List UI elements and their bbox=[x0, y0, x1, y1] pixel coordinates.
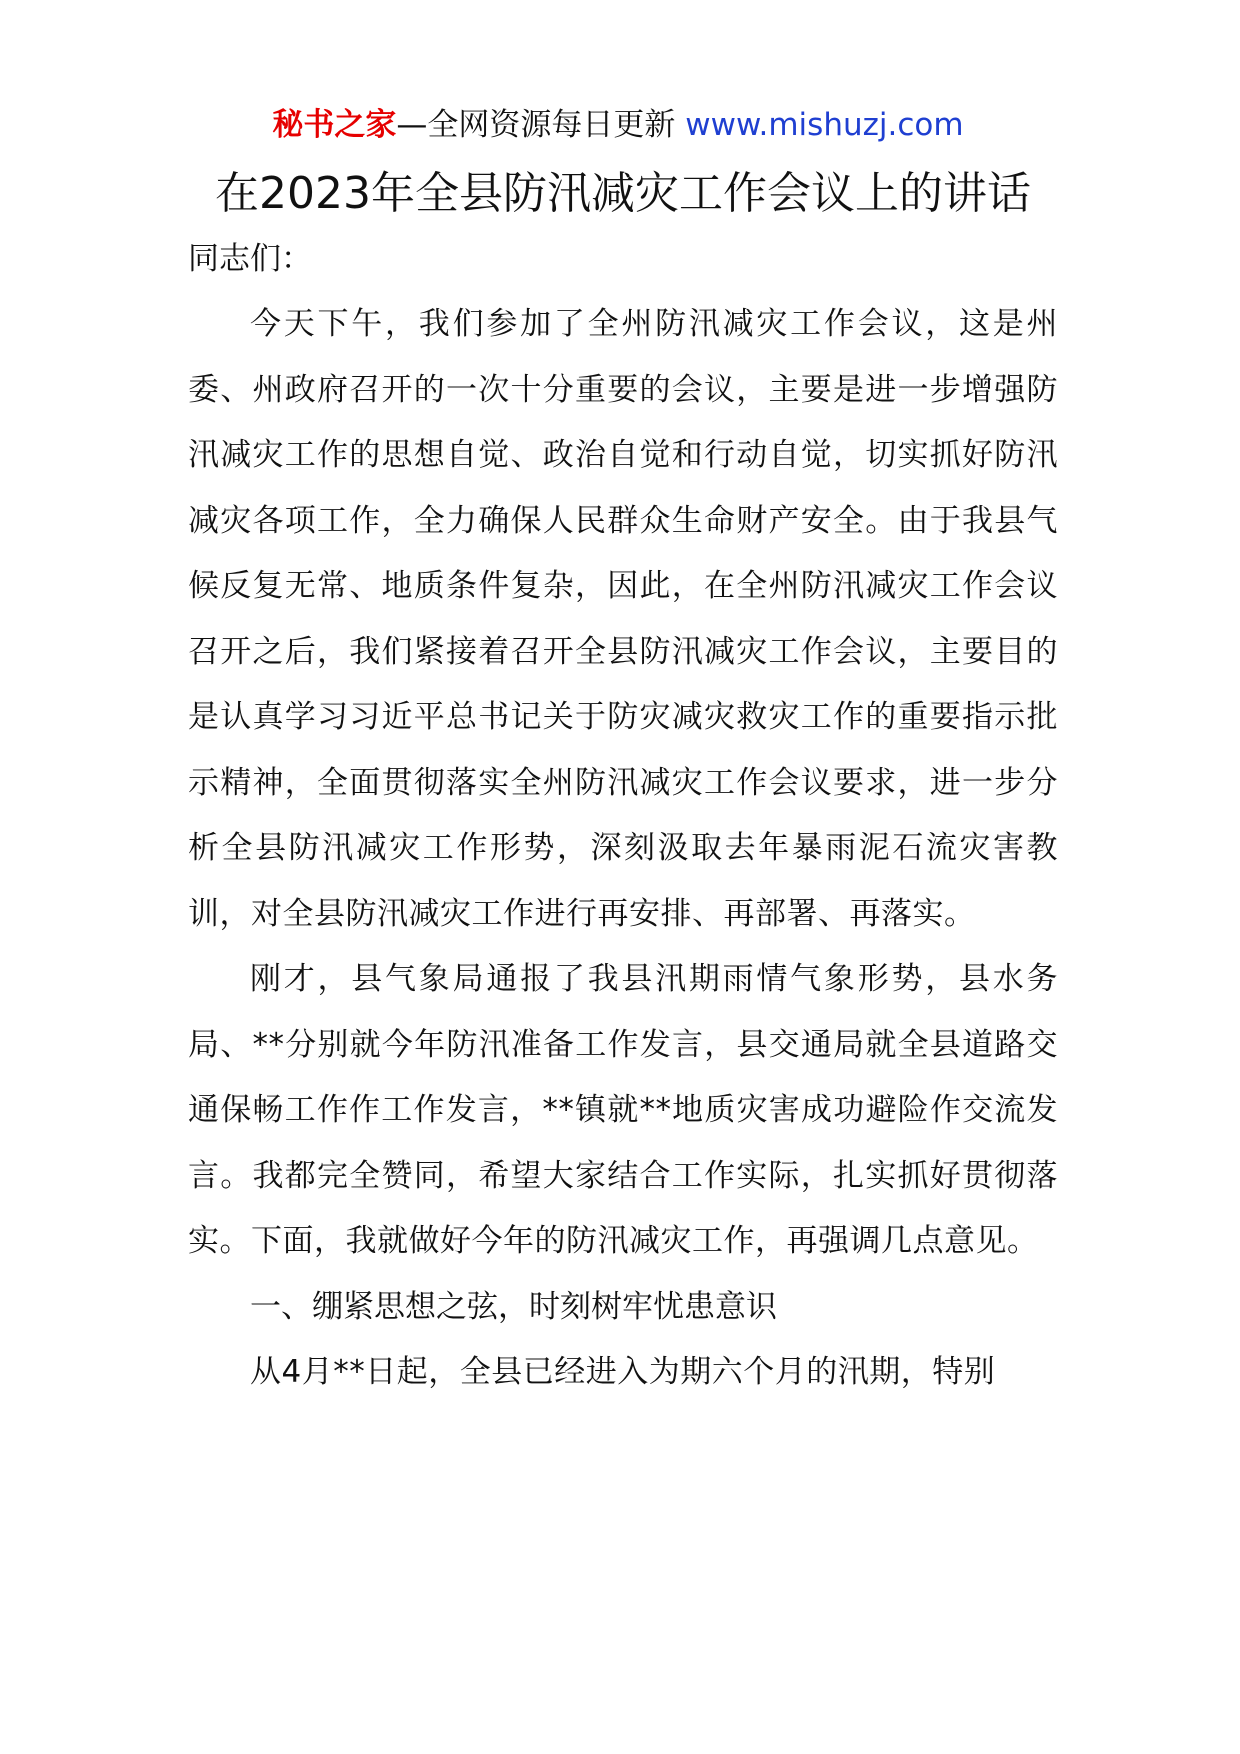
header-slogan: —全网资源每日更新 bbox=[396, 107, 676, 143]
salutation: 同志们： bbox=[188, 241, 312, 277]
body-paragraph-3: 从4月**日起，全县已经进入为期六个月的汛期，特别 bbox=[250, 1353, 996, 1390]
site-url-link[interactable]: www.mishuzj.com bbox=[685, 107, 964, 143]
site-header bbox=[178, 100, 1058, 150]
document-page bbox=[188, 100, 1058, 1405]
body-paragraph-1: 今天下午，我们参加了全州防汛减灾工作会议，这是州委、州政府召开的一次十分重要的会议，主要是进一步增强防汛减灾工作的思想自觉、政治自觉和行动自觉，切实抓好防汛减灾各项工作，全力确保人民群众生命财产安全。由于我县气候反复无常、地质条件复杂，因此，在全州防汛减灾工作会议召开之后，我们紧接着召开全县防汛减灾工作会议，主要目的是认真学习习近平总书记关于防灾减灾救灾工作的重要指示批示精神，全面贯彻落实全州防汛减灾工作会议要求，进一步分析全县防汛减灾工作形势，深刻汲取去年暴雨泥石流灾害教训，对全县防汛减灾工作进行再安排、再部署、再落实。 bbox=[188, 306, 1058, 932]
document-title: 在2023年全县防汛减灾工作会议上的讲话 bbox=[215, 168, 1031, 219]
brand-name: 秘书之家 bbox=[272, 107, 397, 143]
body-paragraph-2: 刚才，县气象局通报了我县汛期雨情气象形势，县水务局、**分别就今年防汛准备工作发言，县交通局就全县道路交通保畅工作作工作发言，**镇就**地质灾害成功避险作交流发言。我都完全赞同，希望大家结合工作实际，扎实抓好贯彻落实。下面，我就做好今年的防汛减灾工作，再强调几点意见。 bbox=[188, 961, 1058, 1259]
section-heading-1: 一、绷紧思想之弦，时刻树牢忧患意识 bbox=[250, 1288, 777, 1325]
